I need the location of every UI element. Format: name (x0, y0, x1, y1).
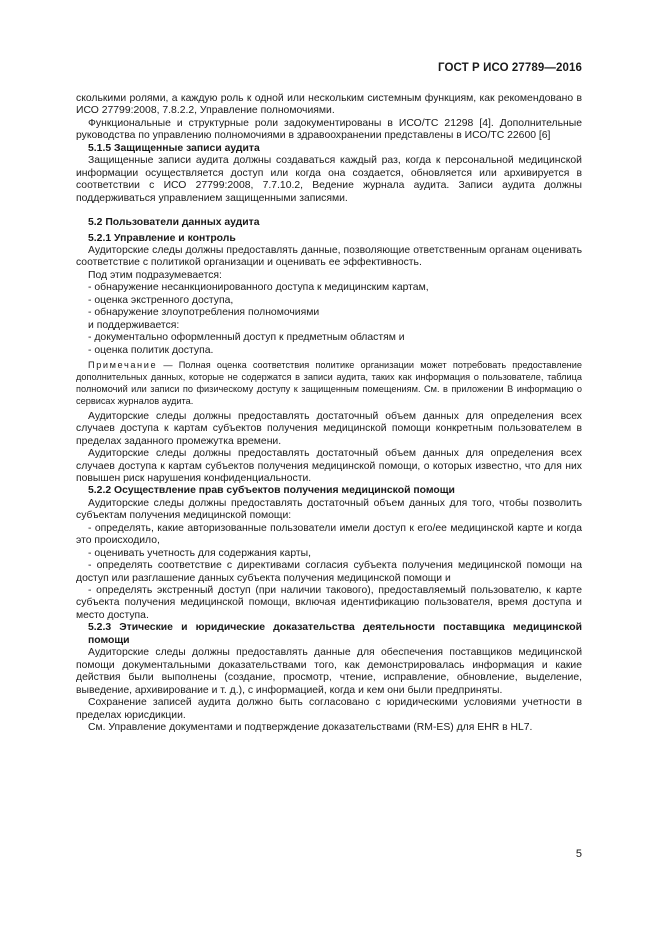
document-header: ГОСТ Р ИСО 27789—2016 (437, 62, 582, 74)
list-item: - документально оформленный доступ к предметным областям и (88, 332, 405, 344)
document-body (76, 93, 582, 734)
list-item: - определять соответствие с директивами согласия субъекта получения медицинской помощи на доступ или разглашение данных субъекта получения медицинской помощи и (76, 560, 582, 584)
paragraph: Защищенные записи аудита должны создаваться каждый раз, когда к персональной медицинской информации осуществляется доступ или когда она создается, обновляется или архивируется в соответствии с ИСО 27799:2008, 7.7.10.2, Ведение журнала аудита. Записи аудита должны поддерживаться управлением защищенными записями. (76, 155, 582, 204)
list-item: - обнаружение злоупотребления полномочиями (88, 307, 320, 319)
note (76, 360, 582, 408)
section-heading: 5.2.3 Этические и юридические доказательства деятельности поставщика медицинской помощи (88, 622, 582, 646)
paragraph: Аудиторские следы должны предоставлять достаточный объем данных для того, чтобы позволить субъектам получения медицинской помощи: (76, 497, 582, 522)
section-heading: 5.2 Пользователи данных аудита (88, 217, 260, 229)
list-item: - обнаружение несанкционированного доступа к медицинским картам, (88, 282, 429, 294)
paragraph: и поддерживается: (88, 319, 180, 331)
list-item: - оценивать учетность для содержания карты, (88, 547, 311, 559)
list-item: - определять экстренный доступ (при наличии такового), предоставляемый пользователю, к карте субъекта получения медицинской помощи, включая идентификацию пользователя, время доступа и место доступа. (76, 585, 582, 621)
list-item: - определять, какие авторизованные пользователи имели доступ к его/ее медицинской карте и когда это происходило, (76, 522, 582, 547)
section-heading: 5.1.5 Защищенные записи аудита (88, 142, 260, 154)
paragraph: Сохранение записей аудита должно быть согласовано с юридическими условиями учетности в пределах юрисдикции. (76, 697, 582, 721)
paragraph: Аудиторские следы должны предоставлять достаточный объем данных для определения всех случаев доступа к картам субъектов получения медицинской помощи конкретным пользователем в пределах заданного промежутка времени. (76, 410, 582, 447)
note-text: — Полная оценка соответствия политике организации может потребовать предоставление дополнительных данных, которые не содержатся в записи аудита, таких как информация о пользователе, таблица полномочий или записи по физическому доступу к защищенным помещениям. См. в приложении В информацию о сервисах журналов аудита. (76, 360, 582, 406)
page-number: 5 (575, 848, 582, 860)
paragraph: Аудиторские следы должны предоставлять данные, позволяющие ответственным органам оценивать соответствие с политикой организации и оценивать ее эффективность. (76, 244, 582, 269)
list-item: - оценка экстренного доступа, (88, 294, 234, 306)
paragraph: сколькими ролями, а каждую роль к одной или нескольким системным функциям, как рекомендовано в ИСО 27799:2008, 7.8.2.2, Управление полномочиями. (76, 93, 582, 117)
note-label: Примечание (88, 360, 158, 371)
list-item: - оценка политик доступа. (88, 344, 214, 356)
section-heading: 5.2.1 Управление и контроль (88, 232, 236, 244)
paragraph: Аудиторские следы должны предоставлять достаточный объем данных для определения всех случаев доступа к картам субъектов получения медицинской помощи, о которых известно, что для них повышен риск нарушения конфиденциальности. (76, 448, 582, 484)
paragraph: Под этим подразумевается: (88, 269, 222, 281)
paragraph: См. Управление документами и подтверждение доказательствами (RM-ES) для EHR в HL7. (88, 722, 533, 734)
paragraph: Функциональные и структурные роли задокументированы в ИСО/ТС 21298 [4]. Дополнительные руководства по управлению полномочиями в здравоохранении представлены в ИСО/ТС 22600 [6] (76, 117, 582, 142)
paragraph: Аудиторские следы должны предоставлять данные для обеспечения поставщиков медицинской помощи документальными доказательствами того, как демонстрировалась информация и какие действия были выполнены (создание, просмотр, чтение, исправление, обновление, выделение, выведение, архивирование и т. д.), с информацией, когда и кем они были предприняты. (76, 647, 582, 696)
section-heading: 5.2.2 Осуществление прав субъектов получения медицинской помощи (88, 485, 455, 497)
